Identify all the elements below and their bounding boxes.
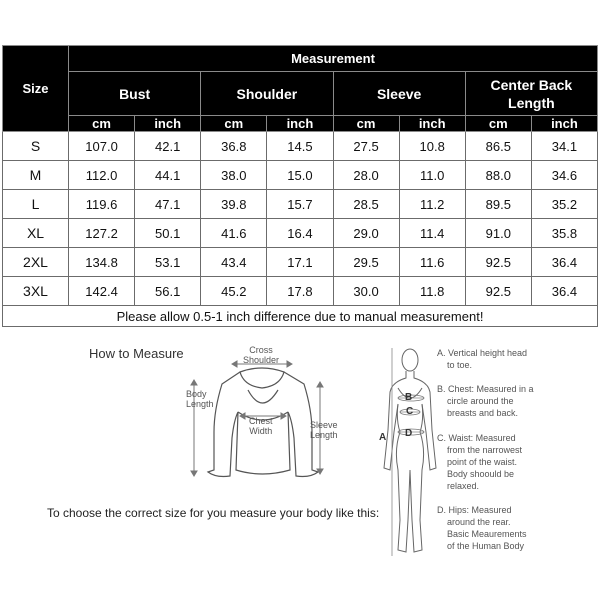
label-line: Cross [249, 345, 273, 355]
size-cell: 2XL [3, 248, 69, 277]
table-cell: 17.8 [267, 277, 333, 306]
table-cell: 28.5 [333, 190, 399, 219]
size-chart-table [2, 45, 598, 327]
table-cell: 17.1 [267, 248, 333, 277]
table-cell: 35.8 [531, 219, 597, 248]
definition-line: Basic Meaurements [447, 529, 527, 539]
definition-line: point of the waist. [447, 457, 518, 467]
table-cell: 11.4 [399, 219, 465, 248]
table-cell: 50.1 [135, 219, 201, 248]
sleeve-length-label [310, 420, 338, 440]
table-cell: 88.0 [465, 161, 531, 190]
center-back-length-header: Center Back Length [465, 72, 597, 116]
definition-line: from the narrowest [447, 445, 523, 455]
table-cell: 47.1 [135, 190, 201, 219]
table-cell: 16.4 [267, 219, 333, 248]
unit-header: cm [69, 116, 135, 132]
table-cell: 36.4 [531, 248, 597, 277]
table-cell: 127.2 [69, 219, 135, 248]
definition-a [437, 347, 527, 371]
definition-line: around the rear. [447, 517, 511, 527]
table-cell: 91.0 [465, 219, 531, 248]
table-row [3, 277, 598, 306]
measurement-header: Measurement [69, 46, 598, 72]
body-letter-b: B [405, 392, 413, 403]
table-row [3, 248, 598, 277]
table-cell: 11.6 [399, 248, 465, 277]
bust-header: Bust [69, 72, 201, 116]
definition-c [437, 432, 522, 492]
table-cell: 92.5 [465, 277, 531, 306]
size-cell: M [3, 161, 69, 190]
definition-line: B. Chest: Measured in a [437, 384, 534, 394]
label-line: Body [186, 389, 207, 399]
table-cell: 29.5 [333, 248, 399, 277]
table-cell: 53.1 [135, 248, 201, 277]
unit-header: cm [465, 116, 531, 132]
label-line: Shoulder [243, 355, 280, 365]
label-line: Length [186, 399, 214, 409]
table-cell: 107.0 [69, 132, 135, 161]
table-cell: 29.0 [333, 219, 399, 248]
definition-b [437, 383, 534, 419]
choose-size-instruction: To choose the correct size for you measure your body like this: [47, 506, 380, 520]
definition-line: A. Vertical height head [437, 348, 528, 358]
table-cell: 36.4 [531, 277, 597, 306]
table-cell: 35.2 [531, 190, 597, 219]
table-cell: 42.1 [135, 132, 201, 161]
definition-line: breasts and back. [447, 408, 519, 418]
measurement-note: Please allow 0.5-1 inch difference due to manual measurement! [3, 306, 598, 327]
chest-width-label [249, 416, 273, 436]
table-cell: 112.0 [69, 161, 135, 190]
definition-line: relaxed. [447, 481, 480, 491]
body-letter-d: D [405, 428, 413, 439]
how-to-measure-title: How to Measure [89, 346, 184, 361]
table-cell: 119.6 [69, 190, 135, 219]
table-cell: 34.6 [531, 161, 597, 190]
table-cell: 44.1 [135, 161, 201, 190]
shoulder-header: Shoulder [201, 72, 333, 116]
definition-d [437, 504, 527, 552]
size-header: Size [3, 46, 69, 132]
definition-line: of the Human Body [447, 541, 525, 551]
definition-line: to toe. [447, 360, 473, 370]
table-cell: 34.1 [531, 132, 597, 161]
table-cell: 11.2 [399, 190, 465, 219]
unit-header: cm [201, 116, 267, 132]
size-cell: S [3, 132, 69, 161]
table-cell: 15.7 [267, 190, 333, 219]
definition-line: C. Waist: Measured [437, 433, 516, 443]
table-row [3, 132, 598, 161]
label-line: Chest [249, 416, 273, 426]
table-cell: 89.5 [465, 190, 531, 219]
table-cell: 86.5 [465, 132, 531, 161]
table-cell: 43.4 [201, 248, 267, 277]
unit-header: inch [399, 116, 465, 132]
cross-shoulder-label [243, 345, 279, 365]
table-cell: 30.0 [333, 277, 399, 306]
body-letter-a: A [379, 432, 387, 443]
unit-header: inch [135, 116, 201, 132]
table-cell: 134.8 [69, 248, 135, 277]
size-cell: XL [3, 219, 69, 248]
table-cell: 28.0 [333, 161, 399, 190]
unit-header: cm [333, 116, 399, 132]
table-cell: 38.0 [201, 161, 267, 190]
definition-line: Body shoould be [447, 469, 515, 479]
definition-line: D. Hips: Measured [437, 505, 512, 515]
body-length-label [186, 389, 214, 409]
table-cell: 92.5 [465, 248, 531, 277]
table-row [3, 219, 598, 248]
label-line: Width [249, 426, 273, 436]
table-cell: 45.2 [201, 277, 267, 306]
unit-header: inch [531, 116, 597, 132]
table-cell: 11.8 [399, 277, 465, 306]
table-cell: 142.4 [69, 277, 135, 306]
table-cell: 36.8 [201, 132, 267, 161]
table-cell: 11.0 [399, 161, 465, 190]
body-letter-c: C [406, 406, 414, 417]
table-cell: 10.8 [399, 132, 465, 161]
definition-line: circle around the [447, 396, 514, 406]
table-cell: 39.8 [201, 190, 267, 219]
table-cell: 27.5 [333, 132, 399, 161]
size-cell: L [3, 190, 69, 219]
table-row [3, 161, 598, 190]
unit-header: inch [267, 116, 333, 132]
table-cell: 56.1 [135, 277, 201, 306]
table-cell: 14.5 [267, 132, 333, 161]
table-cell: 41.6 [201, 219, 267, 248]
sleeve-header: Sleeve [333, 72, 465, 116]
label-line: Sleeve [310, 420, 338, 430]
size-cell: 3XL [3, 277, 69, 306]
table-cell: 15.0 [267, 161, 333, 190]
table-row [3, 190, 598, 219]
label-line: Length [310, 430, 338, 440]
